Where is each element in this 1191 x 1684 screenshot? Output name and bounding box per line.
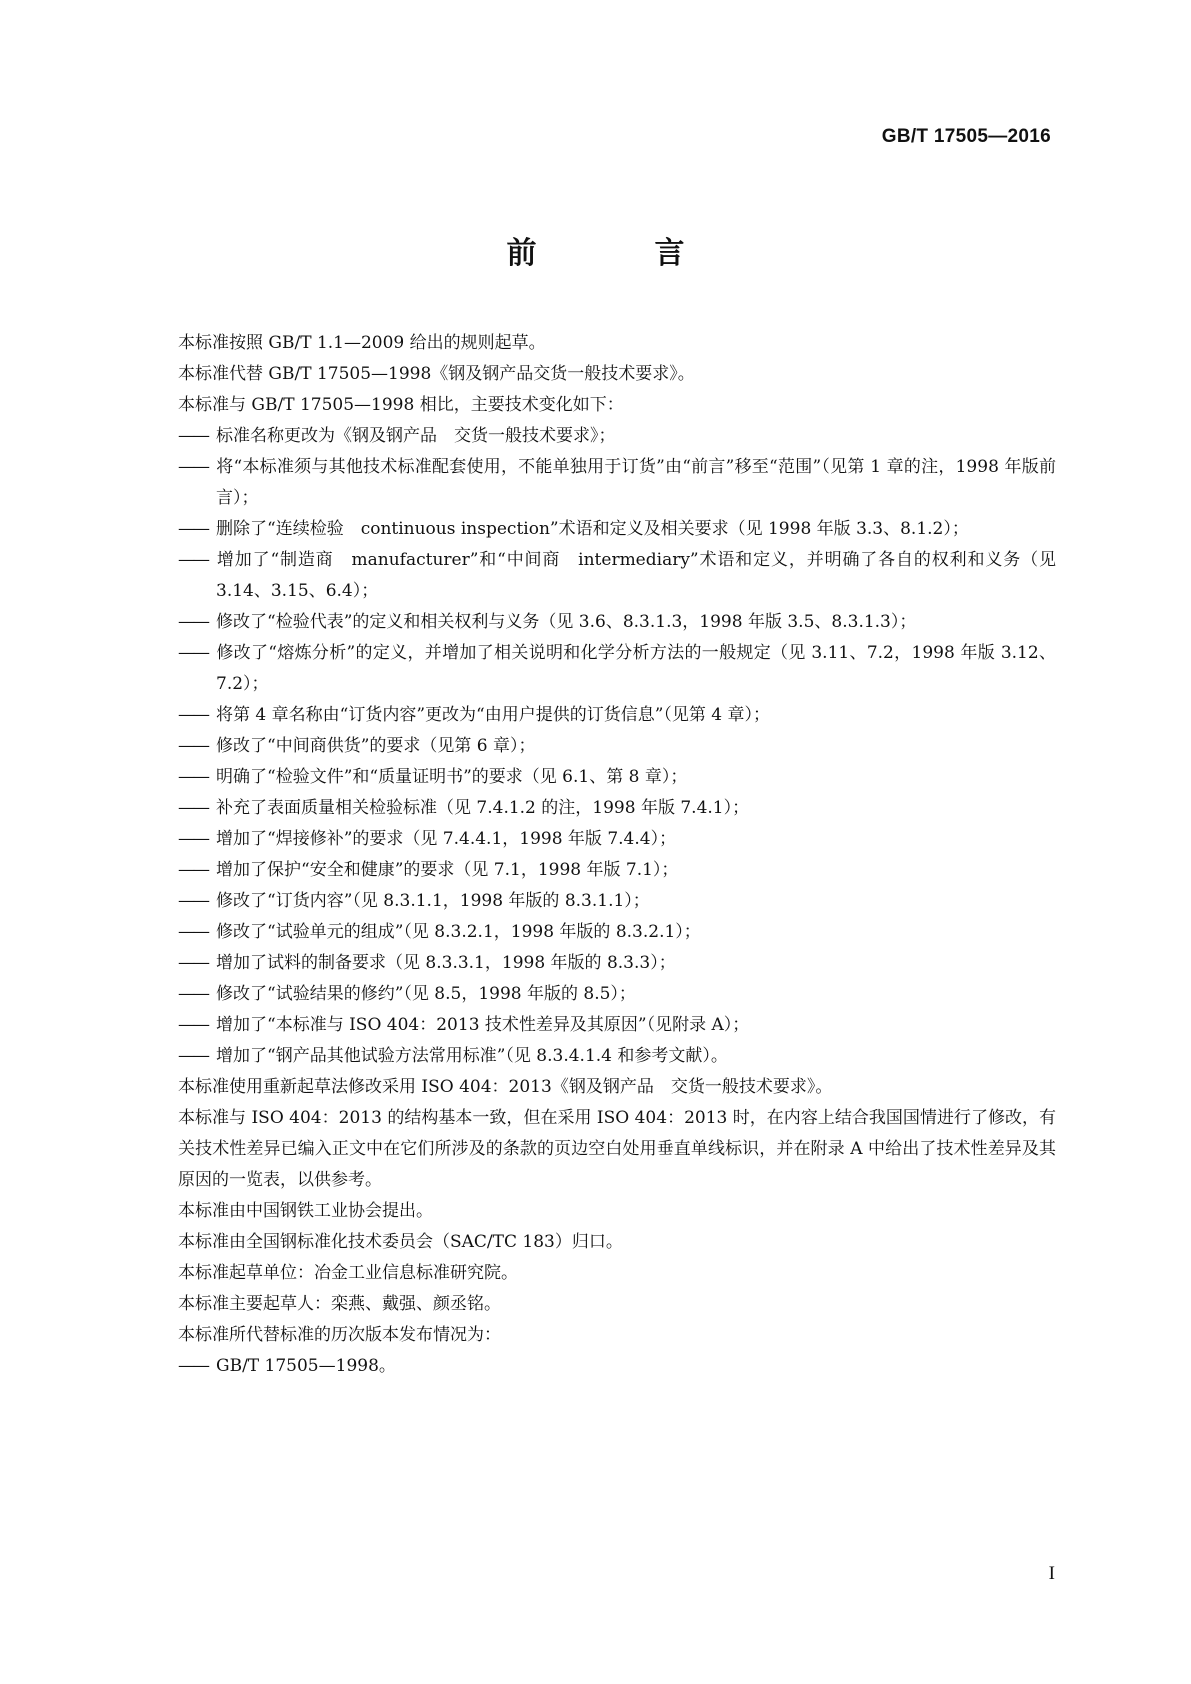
page-number: I (1048, 1563, 1055, 1584)
list-item (178, 762, 1056, 793)
list-item-text: 增加了“本标准与 ISO 404：2013 技术性差异及其原因”（见附录 A）； (216, 1015, 750, 1035)
foreword-body (178, 328, 1056, 1382)
list-item-text: 修改了“中间商供货”的要求（见第 6 章）； (216, 736, 536, 756)
list-dash: —— (178, 426, 208, 446)
list-dash: —— (178, 860, 208, 880)
list-dash: —— (178, 550, 208, 570)
list-dash: —— (178, 891, 208, 911)
paragraph: 本标准使用重新起草法修改采用 ISO 404：2013《钢及钢产品 交货一般技术要求》。 (178, 1077, 833, 1097)
list-item-text: 增加了“焊接修补”的要求（见 7.4.4.1，1998 年版 7.4.4）； (216, 829, 677, 849)
list-dash: —— (178, 798, 208, 818)
list-item (178, 607, 1056, 638)
list-item-text: 增加了试料的制备要求（见 8.3.3.1，1998 年版的 8.3.3）； (216, 953, 676, 973)
paragraph: 本标准代替 GB/T 17505—1998《钢及钢产品交货一般技术要求》。 (178, 364, 695, 384)
list-item-text: 将“本标准须与其他技术标准配套使用，不能单独用于订货”由“前言”移至“范围”（见第 1 章的注，1998 年版前言）； (216, 457, 1056, 508)
list-dash: —— (178, 1015, 208, 1035)
list-item (178, 638, 1056, 700)
list-item-text: 将第 4 章名称由“订货内容”更改为“由用户提供的订货信息”（见第 4 章）； (216, 705, 771, 725)
list-item (178, 1041, 1056, 1072)
paragraph: 本标准主要起草人：栾燕、戴强、颜丞铭。 (178, 1294, 501, 1314)
page-title: 前 言 (506, 236, 729, 271)
list-dash: —— (178, 953, 208, 973)
list-dash: —— (178, 736, 208, 756)
list-dash: —— (178, 829, 208, 849)
paragraph: 本标准按照 GB/T 1.1—2009 给出的规则起草。 (178, 333, 546, 353)
list-item-text: 标准名称更改为《钢及钢产品 交货一般技术要求》； (216, 426, 616, 446)
list-dash: —— (178, 1046, 208, 1066)
list-dash: —— (178, 457, 208, 477)
list-item-text: 修改了“试验结果的修约”（见 8.5，1998 年版的 8.5）； (216, 984, 636, 1004)
paragraph: 本标准由全国钢标准化技术委员会（SAC/TC 183）归口。 (178, 1232, 623, 1252)
list-item-text: GB/T 17505—1998。 (216, 1356, 396, 1376)
list-item (178, 1351, 1056, 1382)
list-item-text: 修改了“订货内容”（见 8.3.1.1，1998 年版的 8.3.1.1）； (216, 891, 650, 911)
list-item-text: 补充了表面质量相关检验标准（见 7.4.1.2 的注，1998 年版 7.4.1）； (216, 798, 750, 818)
list-item (178, 731, 1056, 762)
list-dash: —— (178, 984, 208, 1004)
list-dash: —— (178, 705, 208, 725)
list-item-text: 增加了“制造商 manufacturer”和“中间商 intermediary”术语和定义，并明确了各自的权利和义务（见 3.14、3.15、6.4）； (216, 550, 1056, 601)
list-item (178, 421, 1056, 452)
list-item (178, 545, 1056, 607)
list-dash: —— (178, 767, 208, 787)
list-item-text: 修改了“试验单元的组成”（见 8.3.2.1，1998 年版的 8.3.2.1）； (216, 922, 701, 942)
paragraph: 本标准与 ISO 404：2013 的结构基本一致，但在采用 ISO 404：2013 时，在内容上结合我国国情进行了修改，有关技术性差异已编入正文中在它们所涉及的条款的页边空白处用垂直单线标识，并在附录 A 中给出了技术性差异及其原因的一览表，以供参考。 (178, 1108, 1056, 1190)
list-dash: —— (178, 643, 208, 663)
list-item (178, 452, 1056, 514)
list-dash: —— (178, 519, 208, 539)
list-item (178, 917, 1056, 948)
standard-code: GB/T 17505—2016 (881, 126, 1051, 147)
list-dash: —— (178, 1356, 208, 1376)
list-item (178, 855, 1056, 886)
list-item-text: 删除了“连续检验 continuous inspection”术语和定义及相关要求（见 1998 年版 3.3、8.1.2）； (216, 519, 969, 539)
list-dash: —— (178, 922, 208, 942)
list-item (178, 979, 1056, 1010)
paragraph: 本标准所代替标准的历次版本发布情况为： (178, 1325, 501, 1345)
paragraph: 本标准与 GB/T 17505—1998 相比，主要技术变化如下： (178, 395, 624, 415)
list-item (178, 886, 1056, 917)
change-list (178, 421, 1056, 1072)
list-item-text: 增加了保护“安全和健康”的要求（见 7.1，1998 年版 7.1）； (216, 860, 679, 880)
list-item (178, 514, 1056, 545)
list-item-text: 修改了“检验代表”的定义和相关权利与义务（见 3.6、8.3.1.3，1998 年版 3.5、8.3.1.3）； (216, 612, 917, 632)
list-dash: —— (178, 612, 208, 632)
list-item (178, 793, 1056, 824)
list-item (178, 824, 1056, 855)
paragraph: 本标准由中国钢铁工业协会提出。 (178, 1201, 433, 1221)
list-item-text: 增加了“钢产品其他试验方法常用标准”（见 8.3.4.1.4 和参考文献）。 (216, 1046, 728, 1066)
list-item-text: 修改了“熔炼分析”的定义，并增加了相关说明和化学分析方法的一般规定（见 3.11、7.2，1998 年版 3.12、7.2）； (216, 643, 1056, 694)
paragraph: 本标准起草单位：冶金工业信息标准研究院。 (178, 1263, 518, 1283)
list-item (178, 948, 1056, 979)
list-item-text: 明确了“检验文件”和“质量证明书”的要求（见 6.1、第 8 章）； (216, 767, 688, 787)
list-item (178, 700, 1056, 731)
list-item (178, 1010, 1056, 1041)
